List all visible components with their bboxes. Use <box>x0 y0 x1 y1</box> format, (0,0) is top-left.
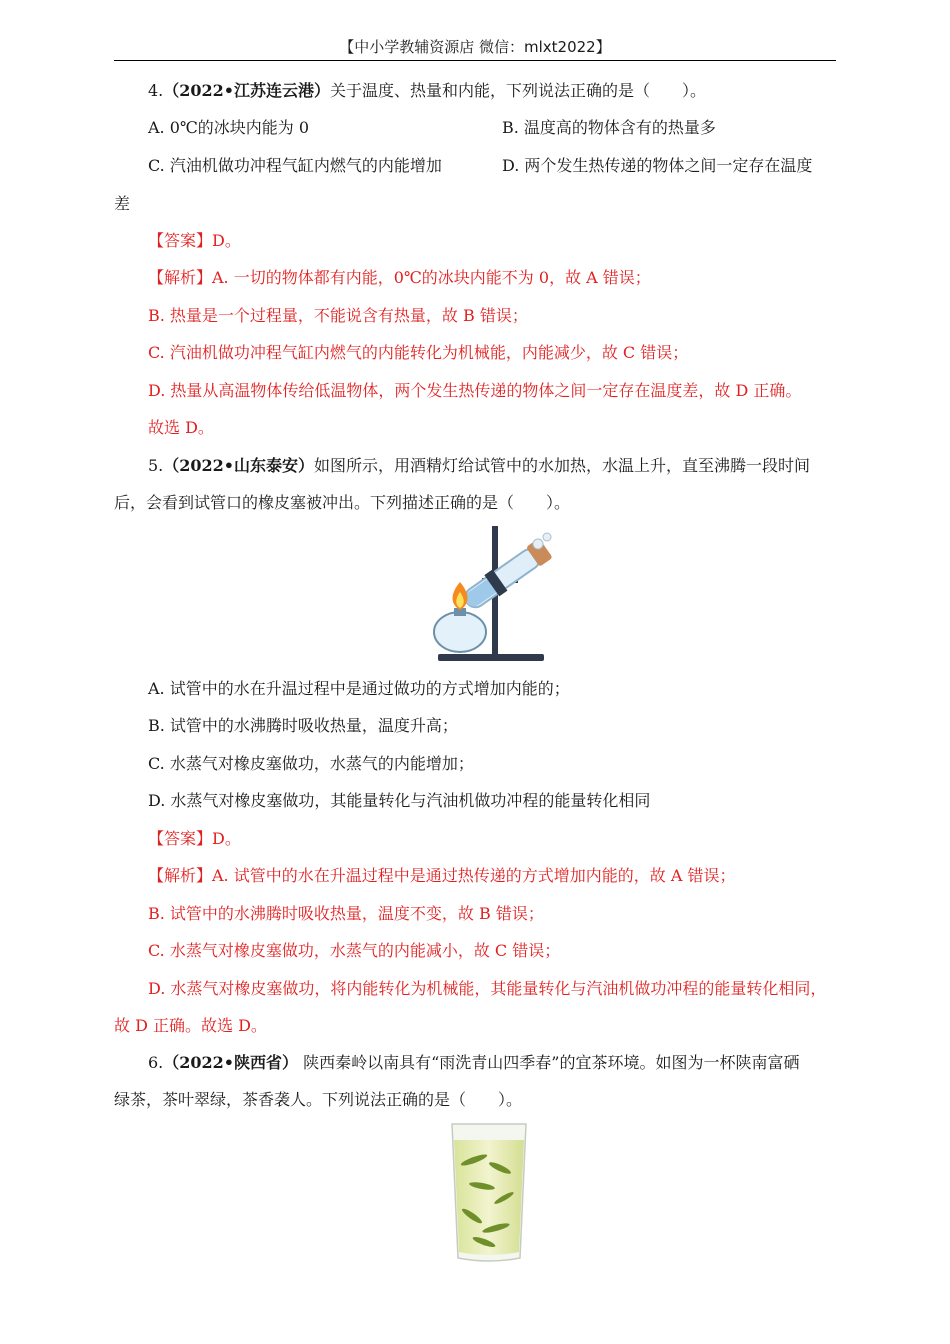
q4-choice: 故选 D。 <box>148 418 214 437</box>
q5-number: 5. <box>148 456 164 475</box>
q4-source: （2022•江苏连云港） <box>163 81 331 100</box>
q4-analysis-a: 【解析】A. 一切的物体都有内能，0℃的冰块内能不为 0，故 A 错误； <box>148 268 651 287</box>
q6-source: （2022•陕西省） <box>163 1053 299 1072</box>
q5-stem-line1 <box>148 455 810 477</box>
q5-option-d: D. 水蒸气对橡皮塞做功，其能量转化与汽油机做功冲程的能量转化相同 <box>148 791 651 810</box>
q4-analysis-b: B. 热量是一个过程量，不能说含有热量，故 B 错误； <box>148 306 528 325</box>
q4-analysis-c: C. 汽油机做功冲程气缸内燃气的内能转化为机械能，内能减少，故 C 错误； <box>148 343 689 362</box>
q4-number: 4. <box>148 81 164 100</box>
q5-analysis-a: 【解析】A. 试管中的水在升温过程中是通过热传递的方式增加内能的，故 A 错误； <box>148 866 736 885</box>
q4-option-c: C. 汽油机做功冲程气缸内燃气的内能增加 <box>148 156 442 175</box>
q4-option-d: D. 两个发生热传递的物体之间一定存在温度 <box>502 156 813 175</box>
q4-option-b: B. 温度高的物体含有的热量多 <box>502 118 716 137</box>
q4-option-d-cont: 差 <box>114 194 131 213</box>
q6-number: 6. <box>148 1053 164 1072</box>
q5-option-c: C. 水蒸气对橡皮塞做功，水蒸气的内能增加； <box>148 754 474 773</box>
q4-stem-text: 关于温度、热量和内能，下列说法正确的是（ ）。 <box>330 81 707 100</box>
alcohol-lamp-test-tube-figure <box>420 520 560 666</box>
q5-option-b: B. 试管中的水沸腾时吸收热量，温度升高； <box>148 716 458 735</box>
q5-answer: 【答案】D。 <box>148 829 241 848</box>
q5-option-a: A. 试管中的水在升温过程中是通过做功的方式增加内能的； <box>148 679 570 698</box>
q6-stem-line1 <box>148 1052 799 1074</box>
q4-stem <box>148 80 706 102</box>
q5-stem-line2: 后，会看到试管口的橡皮塞被冲出。下列描述正确的是（ ）。 <box>114 493 571 512</box>
steam-puff <box>533 539 543 549</box>
q5-analysis-c: C. 水蒸气对橡皮塞做功，水蒸气的内能减小，故 C 错误； <box>148 941 561 960</box>
page-header: 【中小学教辅资源店 微信：mlxt2022】 <box>114 34 836 61</box>
q4-option-a: A. 0℃的冰块内能为 0 <box>148 118 310 137</box>
green-tea-glass-figure <box>448 1120 530 1264</box>
stand-base <box>438 654 544 661</box>
q6-stem-text1: 陕西秦岭以南具有“雨洗青山四季春”的宜茶环境。如图为一杯陕南富硒 <box>298 1053 800 1072</box>
steam-puff <box>543 533 551 541</box>
tea-liquid <box>454 1140 524 1255</box>
q5-source: （2022•山东泰安） <box>163 456 315 475</box>
q4-answer: 【答案】D。 <box>148 231 241 250</box>
q5-analysis-d: D. 水蒸气对橡皮塞做功，将内能转化为机械能，其能量转化与汽油机做功冲程的能量转化相同， <box>148 979 827 998</box>
q5-analysis-d-cont: 故 D 正确。故选 D。 <box>114 1016 267 1035</box>
q5-analysis-b: B. 试管中的水沸腾时吸收热量，温度不变，故 B 错误； <box>148 904 544 923</box>
q6-stem-line2: 绿茶，茶叶翠绿，茶香袭人。下列说法正确的是（ ）。 <box>114 1090 523 1109</box>
q4-analysis-d: D. 热量从高温物体传给低温物体，两个发生热传递的物体之间一定存在温度差，故 D 正确。 <box>148 381 802 400</box>
q5-stem-text1: 如图所示，用酒精灯给试管中的水加热，水温上升，直至沸腾一段时间 <box>314 456 811 475</box>
alcohol-lamp <box>434 612 486 652</box>
